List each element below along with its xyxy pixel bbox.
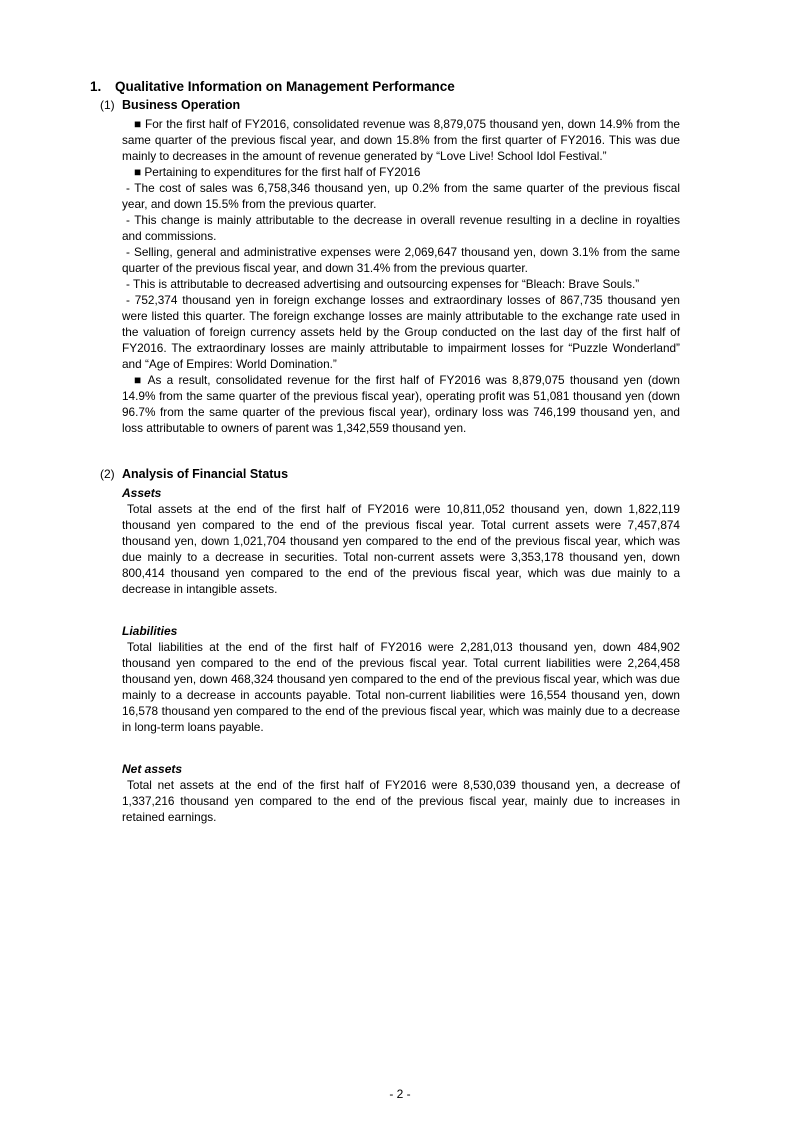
main-heading-title: Qualitative Information on Management Performance <box>115 79 455 94</box>
main-heading <box>90 78 680 95</box>
net-assets-heading: Net assets <box>122 762 183 776</box>
paragraph-cost-change: - This change is mainly attributable to the decrease in overall revenue resulting in a decline in royalties and commissions. <box>122 213 680 243</box>
net-assets-block <box>122 761 680 825</box>
subsection-1-heading <box>90 97 680 114</box>
subsection-2-heading <box>90 466 680 483</box>
business-operation-body <box>122 116 680 436</box>
paragraph-cost-of-sales: - The cost of sales was 6,758,346 thousand yen, up 0.2% from the same quarter of the previous fiscal year, and down 15.5% from the previous quarter. <box>122 181 680 211</box>
paragraph-forex-losses: - 752,374 thousand yen in foreign exchange losses and extraordinary losses of 867,735 thousand yen were listed this quarter. The foreign exchange losses are mainly attributable to the exchange rate used in the valuation of foreign currency assets held by the Group conducted on the last day of the first half of FY2016. The extraordinary losses are mainly attributable to impairment losses for “Puzzle Wonderland” and “Age of Empires: World Domination.” <box>122 293 680 371</box>
assets-text: Total assets at the end of the first half of FY2016 were 10,811,052 thousand yen, down 1,822,119 thousand yen compared to the end of the previous fiscal year. Total current assets were 7,457,874 thousand yen, down 1,021,704 thousand yen compared to the end of the previous fiscal year, which was due mainly to a decrease in securities. Total non-current assets were 3,353,178 thousand yen, down 800,414 thousand yen compared to the end of the previous fiscal year, which was due mainly to a decrease in intangible assets. <box>122 502 680 596</box>
paragraph-result-summary: ■ As a result, consolidated revenue for the first half of FY2016 was 8,879,075 thousand yen (down 14.9% from the same quarter of the previous fiscal year), operating profit was 51,081 thousand yen (down 96.7% from the same quarter of the previous fiscal year), ordinary loss was 746,199 thousand yen, and loss attributable to owners of parent was 1,342,559 thousand yen. <box>122 373 680 435</box>
subsection-2-title: Analysis of Financial Status <box>122 467 289 481</box>
net-assets-text: Total net assets at the end of the first half of FY2016 were 8,530,039 thousand yen, a decrease of 1,337,216 thousand yen compared to the end of the previous fiscal year, mainly due to increases in retained earnings. <box>122 778 680 824</box>
paragraph-advertising: - This is attributable to decreased advertising and outsourcing expenses for “Bleach: Brave Souls.” <box>126 277 640 291</box>
liabilities-heading: Liabilities <box>122 624 178 638</box>
assets-heading: Assets <box>122 486 162 500</box>
main-heading-number: 1. <box>90 79 102 94</box>
subsection-business-operation <box>90 97 680 436</box>
subsection-financial-status <box>90 466 680 825</box>
document-content <box>90 78 680 825</box>
paragraph-expenditures-heading: ■ Pertaining to expenditures for the first half of FY2016 <box>134 165 421 179</box>
assets-block <box>122 485 680 597</box>
subsection-1-number: (1) <box>100 98 115 112</box>
liabilities-text: Total liabilities at the end of the first half of FY2016 were 2,281,013 thousand yen, down 484,902 thousand yen compared to the end of the previous fiscal year. Total current liabilities were 2,264,458 thousand yen, down 468,324 thousand yen compared to the end of the previous fiscal year, which was due mainly to a decrease in accounts payable. Total non-current liabilities were 16,554 thousand yen, down 16,578 thousand yen compared to the end of the previous fiscal year, which was mainly due to a decrease in long-term loans payable. <box>122 640 680 734</box>
subsection-1-title: Business Operation <box>122 98 241 112</box>
paragraph-sga-expenses: - Selling, general and administrative expenses were 2,069,647 thousand yen, down 3.1% from the same quarter of the previous fiscal year, and down 31.4% from the previous quarter. <box>122 245 680 275</box>
liabilities-block <box>122 623 680 735</box>
financial-status-body <box>122 485 680 825</box>
paragraph-revenue: ■ For the first half of FY2016, consolidated revenue was 8,879,075 thousand yen, down 14.9% from the same quarter of the previous fiscal year, and down 15.8% from the first quarter of FY2016. This was due mainly to decreases in the amount of revenue generated by “Love Live! School Idol Festival.” <box>122 117 680 163</box>
subsection-2-number: (2) <box>100 467 115 481</box>
page-number: - 2 - <box>389 1087 411 1101</box>
